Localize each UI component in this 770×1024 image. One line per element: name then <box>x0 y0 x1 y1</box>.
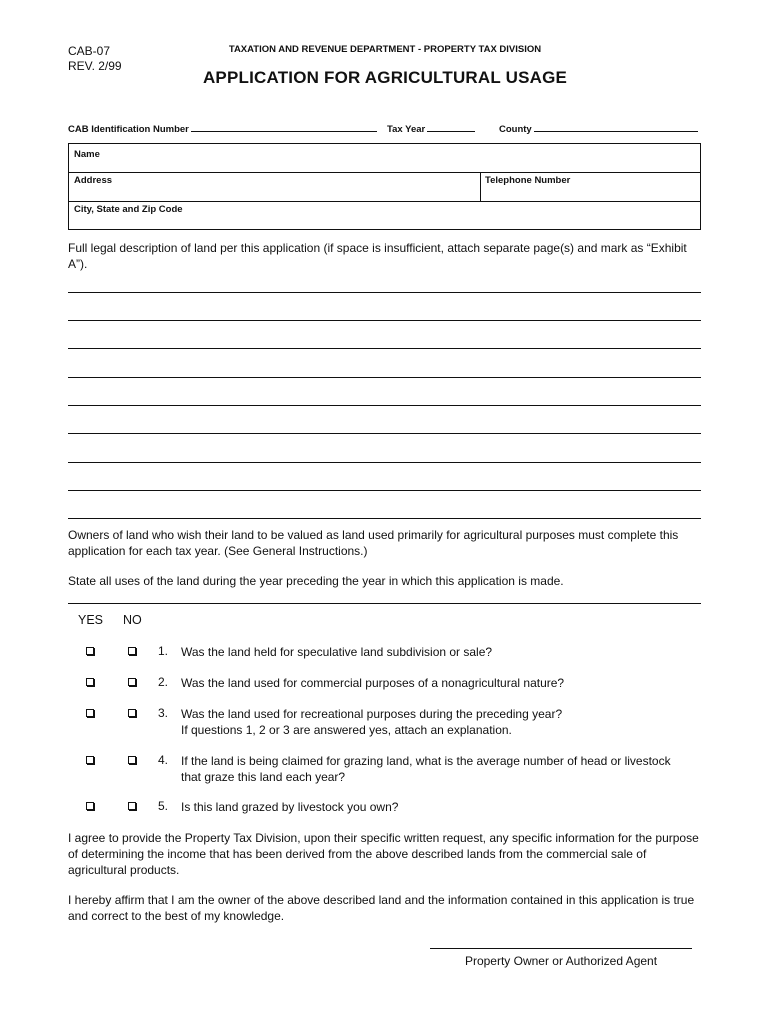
q2-line1: Was the land used for commercial purposes of a nonagricultural nature? <box>181 676 565 690</box>
q2-number: 2. <box>158 675 169 689</box>
q4-yes-checkbox[interactable] <box>86 756 94 764</box>
q3-text <box>181 706 706 738</box>
tax-year-blank[interactable] <box>427 122 475 132</box>
q4-text <box>181 753 706 785</box>
county-label: County <box>499 124 532 135</box>
tax-year-field[interactable] <box>387 122 475 135</box>
page-title: APPLICATION FOR AGRICULTURAL USAGE <box>202 68 568 87</box>
owner-info-box <box>68 143 701 230</box>
address-field[interactable]: Address <box>74 175 113 186</box>
agreement-text: I agree to provide the Property Tax Division, upon their specific written request, any specific information for the purpose of determining the income that has been derived from the above described lands from the commercial sale of agricultural products. <box>68 831 699 877</box>
legal-description-line[interactable] <box>68 320 701 321</box>
q5-number: 5. <box>158 799 169 813</box>
section-divider <box>68 603 701 604</box>
legal-description-line[interactable] <box>68 292 701 293</box>
box-divider <box>69 201 700 202</box>
legal-description-line[interactable] <box>68 377 701 378</box>
q4-line1: If the land is being claimed for grazing land, what is the average number of head or livestock <box>181 754 671 768</box>
uses-instruction: State all uses of the land during the year preceding the year in which this application is made. <box>68 574 564 588</box>
q2-no-checkbox[interactable] <box>128 678 136 686</box>
legal-description-line[interactable] <box>68 462 701 463</box>
q3-no-checkbox[interactable] <box>128 709 136 717</box>
q2-text <box>181 675 706 691</box>
yes-column-header: YES <box>78 613 104 627</box>
name-field[interactable]: Name <box>74 149 100 160</box>
owners-instruction: Owners of land who wish their land to be valued as land used primarily for agricultural purposes must complete this application for each tax year. (See General Instructions.) <box>68 528 679 558</box>
box-divider <box>480 172 481 201</box>
q3-line1: Was the land used for recreational purposes during the preceding year? <box>181 707 563 721</box>
q2-yes-checkbox[interactable] <box>86 678 94 686</box>
q5-line1: Is this land grazed by livestock you own? <box>181 800 399 814</box>
q1-line1: Was the land held for speculative land subdivision or sale? <box>181 645 493 659</box>
q5-no-checkbox[interactable] <box>128 802 136 810</box>
q1-yes-checkbox[interactable] <box>86 647 94 655</box>
legal-description-line[interactable] <box>68 490 701 491</box>
q3-yes-checkbox[interactable] <box>86 709 94 717</box>
city-state-zip-field[interactable]: City, State and Zip Code <box>74 204 183 215</box>
legal-description-text: Full legal description of land per this application (if space is insufficient, attach separate page(s) and mark as “Exhibit A”). <box>68 241 687 271</box>
department-heading: TAXATION AND REVENUE DEPARTMENT - PROPERTY TAX DIVISION <box>228 44 542 55</box>
county-blank[interactable] <box>534 122 698 132</box>
form-number: CAB-07 <box>68 44 111 58</box>
q5-text <box>181 799 706 815</box>
tax-year-label: Tax Year <box>387 124 426 135</box>
q4-number: 4. <box>158 753 169 767</box>
form-revision: REV. 2/99 <box>68 59 122 73</box>
q1-text <box>181 644 706 660</box>
legal-description-line[interactable] <box>68 433 701 434</box>
q1-no-checkbox[interactable] <box>128 647 136 655</box>
box-divider <box>69 172 700 173</box>
cab-id-blank[interactable] <box>191 122 377 132</box>
affirmation-text: I hereby affirm that I am the owner of the above described land and the information contained in this application is true and correct to the best of my knowledge. <box>68 893 695 923</box>
legal-description-line[interactable] <box>68 348 701 349</box>
signature-line[interactable] <box>430 948 692 949</box>
telephone-field[interactable]: Telephone Number <box>485 175 571 186</box>
legal-description-line[interactable] <box>68 405 701 406</box>
q3-line2: If questions 1, 2 or 3 are answered yes, attach an explanation. <box>181 723 512 737</box>
q4-no-checkbox[interactable] <box>128 756 136 764</box>
cab-id-label: CAB Identification Number <box>68 124 189 135</box>
legal-description-line[interactable] <box>68 518 701 519</box>
county-field[interactable] <box>499 122 698 135</box>
cab-id-field[interactable] <box>68 122 377 135</box>
q4-line2: that graze this land each year? <box>181 770 346 784</box>
q1-number: 1. <box>158 644 169 658</box>
no-column-header: NO <box>123 613 142 627</box>
q5-yes-checkbox[interactable] <box>86 802 94 810</box>
q3-number: 3. <box>158 706 169 720</box>
signature-label: Property Owner or Authorized Agent <box>464 954 658 968</box>
